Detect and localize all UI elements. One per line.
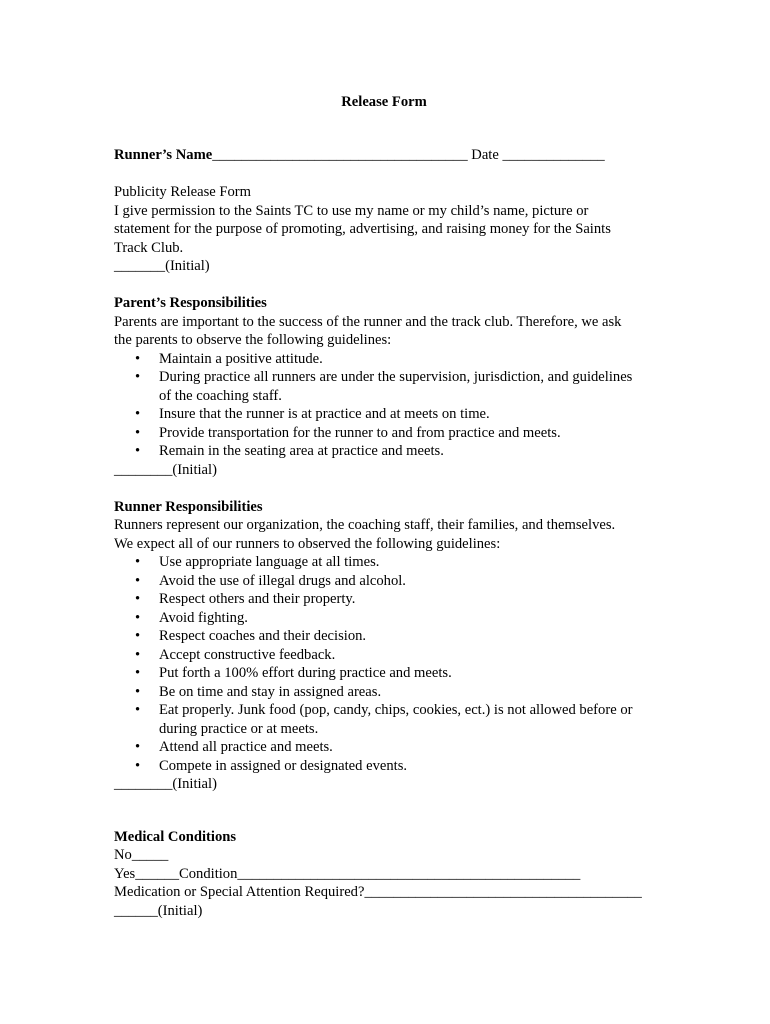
runners-heading: Runner Responsibilities [114,498,263,515]
bullet-icon: • [135,702,141,718]
date-label: Date [471,147,499,163]
parents-guidelines-list [114,350,674,461]
list-item [114,683,674,702]
list-item [114,590,674,609]
bullet-icon: • [135,424,141,441]
page-title: Release Form [341,94,427,110]
release-form-page [114,93,674,920]
list-item [114,609,674,628]
medical-no-field[interactable]: No_____ [114,847,169,863]
list-item-text: Respect others and their property. [159,591,356,607]
parents-intro-line: Parents are important to the success of the runner and the track club. Therefore, we ask [114,313,622,330]
bullet-icon: • [135,665,141,681]
list-item-text: of the coaching staff. [159,387,282,404]
bullet-icon: • [135,369,141,385]
list-item [114,553,674,572]
publicity-text-line: I give permission to the Saints TC to use my name or my child’s name, picture or [114,202,589,219]
list-item-text: during practice or at meets. [159,720,319,737]
bullet-icon: • [135,572,141,589]
medication-field[interactable]: Medication or Special Attention Required?______________________________________ [114,884,642,900]
list-item-text: Remain in the seating area at practice and meets. [159,443,444,459]
publicity-initial-field[interactable]: _______(Initial) [114,258,210,274]
parents-heading: Parent’s Responsibilities [114,295,267,311]
medical-section [114,828,674,921]
list-item-text: Avoid fighting. [159,609,248,626]
runners-intro-line: We expect all of our runners to observed the following guidelines: [114,535,501,552]
bullet-icon: • [135,591,141,607]
list-item-text: Maintain a positive attitude. [159,350,323,367]
publicity-text-line: Track Club. [114,239,184,256]
publicity-section [114,183,674,276]
bullet-icon: • [135,757,141,774]
list-item-text: Compete in assigned or designated events. [159,757,408,774]
bullet-icon: • [135,683,141,700]
runners-initial-field[interactable]: ________(Initial) [114,776,217,792]
list-item [114,738,674,757]
list-item-text: Accept constructive feedback. [159,646,336,663]
bullet-icon: • [135,609,141,626]
bullet-icon: • [135,554,141,570]
list-item [114,627,674,646]
list-item-text: Avoid the use of illegal drugs and alcohol. [159,572,406,589]
medical-yes-condition-field[interactable]: Yes______Condition_______________________________________________ [114,865,581,882]
list-item [114,664,674,683]
list-item [114,646,674,665]
parents-intro-line: the parents to observe the following guidelines: [114,332,392,348]
bullet-icon: • [135,739,141,755]
runner-name-label: Runner’s Name [114,147,213,163]
bullet-icon: • [135,350,141,367]
list-item [114,424,674,443]
list-item-text: Be on time and stay in assigned areas. [159,683,382,700]
runners-guidelines-list [114,553,674,775]
runners-intro-line: Runners represent our organization, the coaching staff, their families, and themselves. [114,517,616,533]
runners-section [114,498,674,794]
list-item-text: Insure that the runner is at practice and at meets on time. [159,406,490,422]
bullet-icon: • [135,406,141,422]
list-item-text: Respect coaches and their decision. [159,628,367,644]
bullet-icon: • [135,628,141,644]
list-item-text: Provide transportation for the runner to and from practice and meets. [159,424,561,441]
list-item-text: Eat properly. Junk food (pop, candy, chips, cookies, ect.) is not allowed before or [159,702,633,718]
list-item [114,757,674,776]
list-item [114,442,674,461]
bullet-icon: • [135,443,141,459]
list-item-text: Put forth a 100% effort during practice and meets. [159,665,452,681]
list-item [114,701,674,738]
parents-initial-field[interactable]: ________(Initial) [114,461,217,478]
medical-initial-field[interactable]: ______(Initial) [114,902,203,919]
list-item [114,405,674,424]
list-item [114,350,674,369]
date-field[interactable]: ______________ [502,147,605,163]
runner-name-row [114,146,674,165]
list-item-text: Attend all practice and meets. [159,739,333,755]
medical-heading: Medical Conditions [114,828,237,845]
list-item [114,572,674,591]
publicity-heading: Publicity Release Form [114,184,252,200]
runner-name-field[interactable]: ___________________________________ [212,147,468,163]
parents-section [114,294,674,479]
bullet-icon: • [135,646,141,663]
list-item-text: During practice all runners are under the supervision, jurisdiction, and guidelines [159,369,633,385]
list-item-text: Use appropriate language at all times. [159,554,380,570]
list-item [114,368,674,405]
publicity-text-line: statement for the purpose of promoting, advertising, and raising money for the Saints [114,221,611,237]
